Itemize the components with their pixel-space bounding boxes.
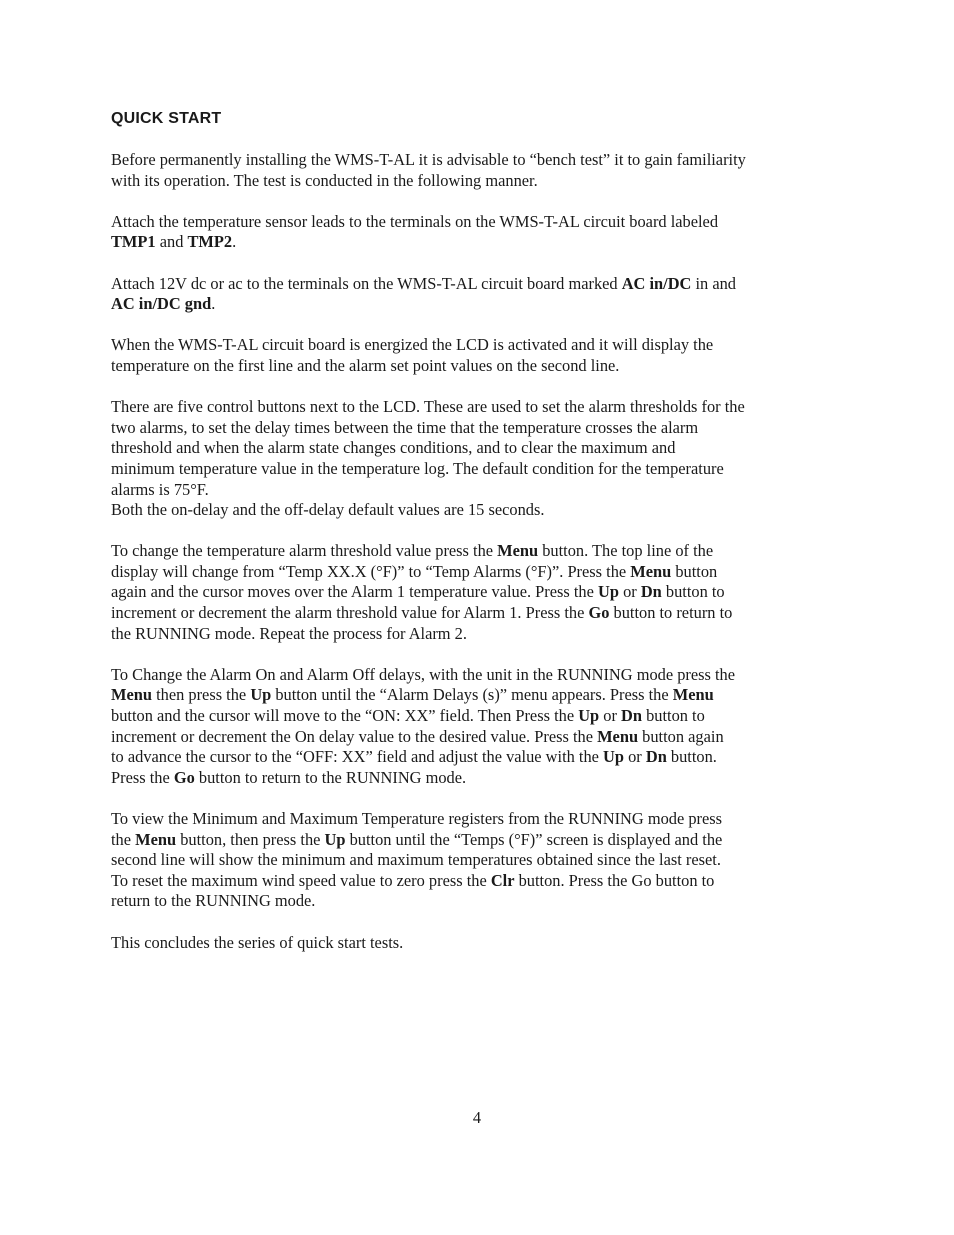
bold-term: TMP1 — [111, 232, 156, 252]
bold-term: Menu — [597, 726, 639, 746]
text-run: To Change the Alarm On and Alarm Off delays, with the unit in the RUNNING mode press the — [111, 664, 736, 684]
text-run: in and — [691, 273, 736, 293]
text-line — [111, 150, 843, 171]
bold-term: Go — [588, 603, 610, 623]
text-run: increment or decrement the alarm threshold value for Alarm 1. Press the — [111, 603, 589, 623]
text-run: the — [111, 829, 136, 849]
text-run: button to — [641, 706, 705, 726]
text-run: button to return to the RUNNING mode. — [194, 767, 467, 787]
text-line — [111, 706, 843, 727]
paragraph — [111, 397, 843, 521]
text-run: . — [211, 294, 216, 314]
text-run: To change the temperature alarm threshold value press the — [111, 541, 498, 561]
text-line — [111, 459, 843, 480]
bold-term: Dn — [621, 706, 642, 726]
text-run: with its operation. The test is conducted in the following manner. — [111, 170, 538, 190]
text-run: return to the RUNNING mode. — [111, 891, 316, 911]
page-number: 4 — [472, 1108, 482, 1127]
text-run: When the WMS-T-AL circuit board is energized the LCD is activated and it will display the — [111, 335, 714, 355]
text-run: button, then press the — [176, 829, 325, 849]
text-run: button — [671, 561, 718, 581]
paragraph — [111, 335, 843, 376]
text-line — [111, 603, 843, 624]
bold-term: Menu — [135, 829, 177, 849]
text-run: or — [624, 747, 646, 767]
text-line — [111, 500, 843, 521]
bold-term: Up — [603, 747, 624, 767]
text-line — [111, 232, 843, 253]
bold-term: Up — [250, 685, 272, 705]
paragraph — [111, 150, 843, 191]
text-run: button to — [661, 582, 725, 602]
text-run: or — [599, 706, 622, 726]
text-run: increment or decrement the On delay value to the desired value. Press the — [111, 726, 598, 746]
text-line — [111, 665, 843, 686]
text-run: again and the cursor moves over the Alarm 1 temperature value. Press the — [111, 582, 599, 602]
text-run: second line will show the minimum and maximum temperatures obtained since the last reset. — [111, 850, 721, 870]
text-run: and — [155, 232, 188, 252]
text-run: threshold and when the alarm state changes conditions, and to clear the maximum and — [111, 438, 676, 458]
text-line — [111, 624, 843, 645]
bold-term: Up — [324, 829, 346, 849]
paragraph — [111, 809, 843, 912]
body-text — [111, 150, 843, 953]
bold-term: Up — [598, 582, 619, 602]
bold-term: AC in/DC — [621, 273, 692, 293]
text-run: then press the — [151, 685, 251, 705]
paragraph — [111, 541, 843, 644]
text-run: button. Press the Go button to — [514, 870, 715, 890]
text-line — [111, 685, 843, 706]
bold-term: Menu — [497, 541, 539, 561]
text-run: button. The top line of the — [538, 541, 714, 561]
text-line — [111, 171, 843, 192]
text-run: Before permanently installing the WMS-T-AL it is advisable to “bench test” it to gain familiarity — [111, 150, 746, 169]
text-line — [111, 747, 843, 768]
text-line — [111, 891, 843, 912]
text-run: Attach 12V dc or ac to the terminals on the WMS-T-AL circuit board marked — [111, 273, 622, 293]
text-run: alarms is 75°F. — [111, 479, 209, 499]
text-run: to advance the cursor to the “OFF: XX” field and adjust the value with the — [111, 747, 604, 767]
text-run: Attach the temperature sensor leads to the terminals on the WMS-T-AL circuit board labeled — [111, 211, 719, 231]
text-line — [111, 541, 843, 562]
text-line — [111, 480, 843, 501]
bold-term: Clr — [490, 870, 515, 890]
text-line — [111, 418, 843, 439]
text-line — [111, 933, 843, 954]
text-run: or — [618, 582, 641, 602]
bold-term: Up — [578, 706, 600, 726]
text-run: Press the — [111, 767, 174, 787]
bold-term: Menu — [111, 685, 152, 705]
paragraph — [111, 933, 843, 954]
text-run: button again — [638, 726, 724, 746]
bold-term: TMP2 — [187, 232, 233, 252]
text-line — [111, 768, 843, 789]
text-line — [111, 727, 843, 748]
text-run: button to return to — [609, 603, 733, 623]
text-run: temperature on the first line and the alarm set point values on the second line. — [111, 355, 620, 375]
text-line — [111, 356, 843, 377]
text-line — [111, 830, 843, 851]
paragraph — [111, 665, 843, 789]
text-run: minimum temperature value in the temperature log. The default condition for the temperature — [111, 458, 724, 478]
bold-term: Menu — [672, 685, 714, 705]
text-run: Both the on-delay and the off-delay default values are 15 seconds. — [111, 500, 545, 520]
text-line — [111, 294, 843, 315]
paragraph — [111, 274, 843, 315]
text-run: This concludes the series of quick start tests. — [111, 932, 404, 952]
text-run: two alarms, to set the delay times between the time that the temperature crosses the alarm — [111, 417, 699, 437]
bold-term: Menu — [630, 561, 672, 581]
text-line — [111, 335, 843, 356]
document-page — [111, 108, 843, 974]
text-line — [111, 871, 843, 892]
text-run: button until the “Alarm Delays (s)” menu appears. Press the — [271, 685, 673, 705]
paragraph — [111, 212, 843, 253]
text-run: button. — [666, 747, 717, 767]
text-line — [111, 397, 843, 418]
text-line — [111, 582, 843, 603]
bold-term: Go — [173, 767, 195, 787]
text-line — [111, 212, 843, 233]
text-line — [111, 850, 843, 871]
text-run: There are five control buttons next to the LCD. These are used to set the alarm thresholds for the — [111, 397, 745, 417]
bold-term: AC in/DC gnd — [111, 294, 212, 314]
text-line — [111, 438, 843, 459]
text-run: . — [232, 232, 237, 252]
text-line — [111, 809, 843, 830]
text-line — [111, 274, 843, 295]
text-run: To view the Minimum and Maximum Temperature registers from the RUNNING mode press — [111, 809, 723, 828]
section-heading: QUICK START — [111, 110, 222, 127]
text-run: display will change from “Temp XX.X (°F)” to “Temp Alarms (°F)”. Press the — [111, 561, 631, 581]
text-run: the RUNNING mode. Repeat the process for Alarm 2. — [111, 623, 467, 643]
bold-term: Dn — [645, 747, 667, 767]
text-run: button until the “Temps (°F)” screen is displayed and the — [345, 829, 723, 849]
text-run: To reset the maximum wind speed value to zero press the — [111, 870, 491, 890]
text-run: button and the cursor will move to the “ON: XX” field. Then Press the — [111, 706, 579, 726]
text-line — [111, 562, 843, 583]
bold-term: Dn — [640, 582, 662, 602]
